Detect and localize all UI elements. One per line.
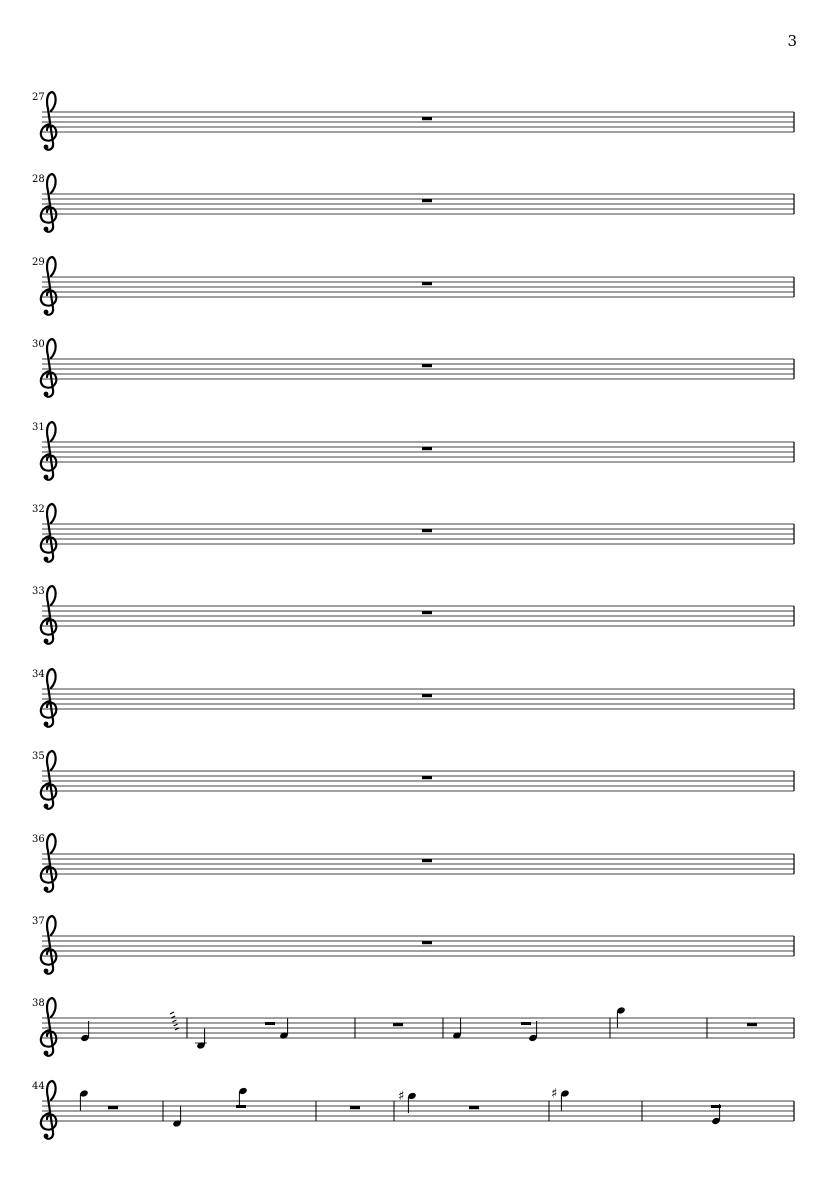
whole-rest — [422, 941, 432, 944]
whole-rest — [422, 529, 432, 532]
whole-rest — [108, 1106, 118, 1109]
note — [452, 1019, 462, 1040]
whole-rest — [747, 1023, 757, 1026]
tremolo-mark — [174, 1024, 178, 1026]
whole-rest — [422, 199, 432, 202]
staff-system — [32, 669, 794, 727]
note — [616, 1006, 626, 1027]
rest — [265, 1022, 275, 1025]
tremolo-mark — [172, 1020, 176, 1022]
whole-rest — [393, 1023, 403, 1026]
note — [172, 1107, 182, 1128]
measure-number: 35 — [32, 751, 45, 762]
measure-number: 37 — [32, 916, 45, 927]
measure-number: 36 — [32, 834, 45, 845]
whole-rest — [422, 776, 432, 779]
measure-number: 27 — [32, 92, 45, 103]
measure-number: 31 — [32, 422, 45, 433]
whole-rest — [350, 1106, 360, 1109]
staff-system — [32, 339, 794, 397]
note — [238, 1087, 248, 1108]
tremolo-mark — [170, 1012, 174, 1014]
measure-number: 44 — [32, 1081, 45, 1092]
staff-system — [32, 916, 794, 974]
measure-number: 29 — [32, 257, 45, 268]
whole-rest — [422, 694, 432, 697]
note — [80, 1021, 90, 1042]
sharp-accidental: ♯ — [398, 1089, 405, 1104]
staff-system — [32, 504, 794, 562]
note — [195, 1029, 207, 1050]
staff-system — [32, 834, 794, 892]
measure-number: 38 — [32, 998, 45, 1009]
measure-number: 30 — [32, 339, 45, 350]
page-number: 3 — [787, 32, 797, 50]
whole-rest — [422, 859, 432, 862]
note — [407, 1092, 417, 1113]
measure-number: 32 — [32, 504, 45, 515]
whole-rest — [422, 117, 432, 120]
whole-rest — [469, 1106, 479, 1109]
note — [279, 1019, 289, 1040]
whole-rest — [422, 611, 432, 614]
measure-number: 28 — [32, 174, 45, 185]
staff-system — [32, 751, 794, 809]
staff-system — [32, 998, 794, 1056]
sharp-accidental: ♯ — [551, 1086, 558, 1102]
note — [560, 1089, 570, 1110]
measure-number: 34 — [32, 669, 45, 680]
rest — [236, 1105, 246, 1108]
rest — [521, 1022, 531, 1025]
staff-system — [32, 92, 794, 150]
staff-system — [32, 257, 794, 315]
measure-number: 33 — [32, 586, 45, 597]
whole-rest — [422, 447, 432, 450]
note — [79, 1089, 89, 1110]
whole-rest — [422, 282, 432, 285]
staff-system — [32, 422, 794, 480]
staff-system — [32, 174, 794, 232]
staff-system — [32, 586, 794, 644]
staff-system — [32, 1081, 794, 1139]
whole-rest — [422, 364, 432, 367]
